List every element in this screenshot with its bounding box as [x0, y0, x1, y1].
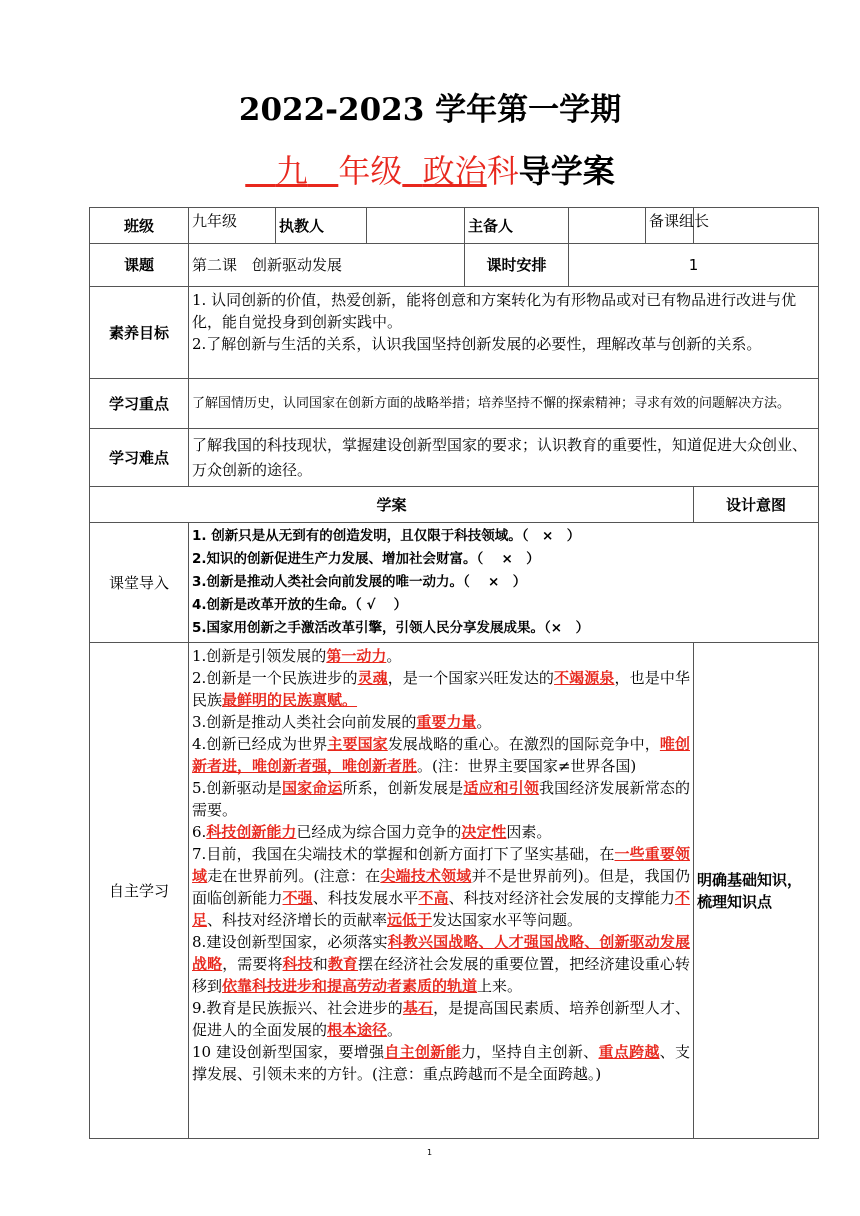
quiz-item: 5.国家用创新之手激活改革引擎，引领人民分享发展成果。（× ）	[192, 620, 590, 636]
document-title	[0, 146, 860, 192]
class-label: 班级	[90, 208, 189, 244]
hours-label: 课时安排	[465, 244, 569, 287]
difficult-row	[90, 429, 819, 487]
self-study-label: 自主学习	[90, 643, 189, 1139]
key-content: 了解国情历史，认同国家在创新方面的战略举措；培养坚持不懈的探索精神；寻求有效的问题解决方法。	[189, 379, 819, 429]
difficult-content: 了解我国的科技现状，掌握建设创新型国家的要求；认识教育的重要性，知道促进大众创业、万众创新的途径。	[189, 429, 819, 487]
study-point-5: 5.创新驱动是国家命运所系，创新发展是适应和引领我国经济发展新常态的需要。	[192, 779, 690, 819]
section-header-row	[90, 487, 819, 523]
year-title: 2022-2023 学年第一学期	[238, 92, 622, 128]
quiz-item: 2.知识的创新促进生产力发展、增加社会财富。（ × ）	[192, 551, 540, 567]
self-study-content	[189, 643, 694, 1139]
study-point-9: 9.教育是民族振兴、社会进步的基石，是提高国民素质、培养创新型人才、促进人的全面发展的根本途径。	[192, 999, 690, 1039]
page-number: 1	[427, 1148, 433, 1157]
subject-suffix: 科	[486, 152, 519, 190]
study-point-1: 1.创新是引领发展的第一动力。	[192, 647, 402, 665]
study-point-3: 3.创新是推动人类社会向前发展的重要力量。	[192, 713, 492, 731]
hours-value: 1	[569, 244, 819, 287]
info-row-1	[90, 208, 819, 244]
difficult-label: 学习难点	[90, 429, 189, 487]
quiz-item: 4.创新是改革开放的生命。（ √ ）	[192, 597, 408, 613]
leader-label: 备课组长	[646, 208, 694, 244]
study-point-7: 7.目前，我国在尖端技术的掌握和创新方面打下了坚实基础，在一些重要领域走在世界前列。(注意：在尖端技术领域并不是世界前列)。但是，我国仍面临创新能力不强、科技发展水平不高、科技对经济社会发展的支撑能力不足、科技对经济增长的贡献率远低于发达国家水平等问题。	[192, 845, 690, 929]
design-header: 设计意图	[694, 487, 819, 523]
study-point-4: 4.创新已经成为世界主要国家发展战略的重心。在激烈的国际竞争中，唯创新者进，唯创新者强，唯创新者胜。(注：世界主要国家≠世界各国)	[192, 735, 690, 775]
study-point-6: 6.科技创新能力已经成为综合国力竞争的决定性因素。	[192, 823, 552, 841]
grade-field: 九	[275, 152, 308, 190]
literacy-content	[189, 287, 819, 379]
teacher-value	[367, 208, 465, 244]
key-label: 学习重点	[90, 379, 189, 429]
preparer-label: 主备人	[465, 208, 569, 244]
study-point-10: 10 建设创新型国家，要增强自主创新能力，坚持自主创新、重点跨越、支撑发展、引领未来的方针。(注意：重点跨越而不是全面跨越。)	[192, 1043, 690, 1083]
preparer-value	[569, 208, 646, 244]
grade-suffix: 年级	[338, 152, 403, 190]
quiz-item: 1. 创新只是从无到有的创造发明，且仅限于科技领域。（ × ）	[192, 528, 581, 544]
study-point-8: 8.建设创新型国家，必须落实科教兴国战略、人才强国战略、创新驱动发展战略，需要将科技和教育摆在经济社会发展的重要位置，把经济建设重心转移到依靠科技进步和提高劳动者素质的轨道上来。	[192, 933, 690, 995]
lesson-plan-table	[89, 207, 819, 1139]
literacy-label: 素养目标	[90, 287, 189, 379]
teacher-label: 执教人	[276, 208, 367, 244]
quiz-item: 3.创新是推动人类社会向前发展的唯一动力。（ × ）	[192, 574, 527, 590]
self-study-row	[90, 643, 819, 1139]
plan-header: 学案	[90, 487, 694, 523]
design-note-2: 梳理知识点	[697, 892, 773, 911]
literacy-row	[90, 287, 819, 379]
subject-field: 政治	[422, 152, 487, 190]
topic-label: 课题	[90, 244, 189, 287]
topic-value: 第二课 创新驱动发展	[189, 244, 465, 287]
intro-row	[90, 523, 819, 643]
design-intent	[694, 643, 819, 1139]
study-point-2: 2.创新是一个民族进步的灵魂，是一个国家兴旺发达的不竭源泉，也是中华民族最鲜明的民族禀赋。	[192, 669, 690, 709]
doc-type: 导学案	[518, 152, 615, 190]
literacy-goal-1: 1. 认同创新的价值，热爱创新，能将创意和方案转化为有形物品或对已有物品进行改进与优化，能自觉投身到创新实践中。	[192, 291, 797, 331]
literacy-goal-2: 2.了解创新与生活的关系，认识我国坚持创新发展的必要性，理解改革与创新的关系。	[192, 335, 762, 353]
class-value: 九年级	[189, 208, 276, 244]
design-note-1: 明确基础知识，	[697, 870, 803, 889]
intro-label: 课堂导入	[90, 523, 189, 643]
key-row	[90, 379, 819, 429]
info-row-2	[90, 244, 819, 287]
intro-quiz	[189, 523, 819, 643]
leader-value	[694, 208, 819, 244]
